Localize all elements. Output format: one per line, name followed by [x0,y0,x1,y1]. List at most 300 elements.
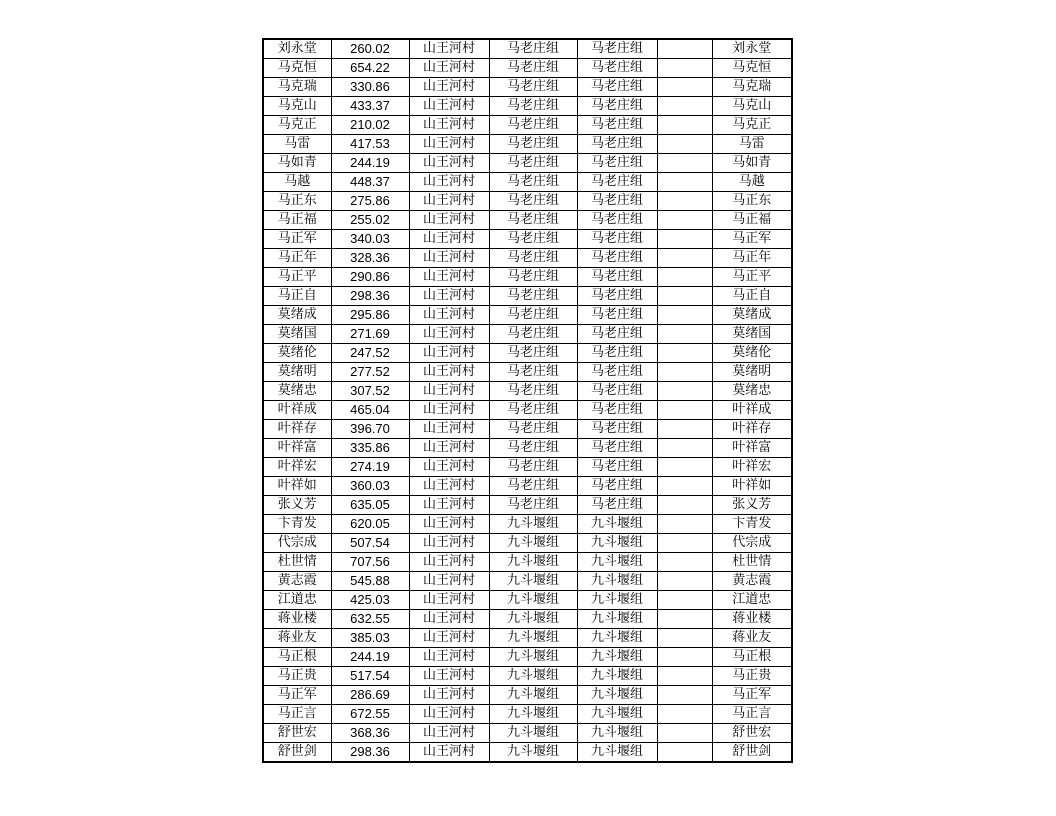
note-cell [657,363,712,382]
name-cell: 舒世宏 [263,724,331,743]
group-cell: 马老庄组 [489,78,577,97]
note-cell [657,610,712,629]
group-cell: 马老庄组 [489,97,577,116]
group-cell-2: 九斗堰组 [577,610,657,629]
name-cell: 马克瑞 [263,78,331,97]
group-cell-2: 马老庄组 [577,344,657,363]
group-cell-2: 九斗堰组 [577,553,657,572]
name-cell: 马如青 [263,154,331,173]
group-cell: 九斗堰组 [489,724,577,743]
group-cell: 马老庄组 [489,249,577,268]
table-row [263,211,792,230]
name-cell: 马正军 [263,230,331,249]
name-cell: 莫绪国 [263,325,331,344]
note-cell [657,667,712,686]
table-row [263,610,792,629]
group-cell-2: 马老庄组 [577,306,657,325]
table-row [263,78,792,97]
name-cell: 莫绪伦 [263,344,331,363]
note-cell [657,515,712,534]
group-cell-2: 马老庄组 [577,420,657,439]
village-cell: 山王河村 [409,553,489,572]
table-row [263,97,792,116]
group-cell-2: 九斗堰组 [577,629,657,648]
village-cell: 山王河村 [409,572,489,591]
table-row [263,591,792,610]
group-cell: 马老庄组 [489,401,577,420]
note-cell [657,268,712,287]
village-cell: 山王河村 [409,686,489,705]
area-cell: 330.86 [331,78,409,97]
village-cell: 山王河村 [409,705,489,724]
group-cell: 马老庄组 [489,154,577,173]
village-cell: 山王河村 [409,629,489,648]
name-cell: 叶祥如 [263,477,331,496]
note-cell [657,78,712,97]
village-cell: 山王河村 [409,211,489,230]
group-cell-2: 马老庄组 [577,363,657,382]
group-cell-2: 马老庄组 [577,477,657,496]
name-cell: 黄志霞 [263,572,331,591]
owner-cell: 马正福 [712,211,792,230]
note-cell [657,401,712,420]
owner-cell: 马克正 [712,116,792,135]
village-cell: 山王河村 [409,135,489,154]
table-row [263,686,792,705]
area-cell: 417.53 [331,135,409,154]
village-cell: 山王河村 [409,458,489,477]
group-cell: 九斗堰组 [489,629,577,648]
group-cell: 马老庄组 [489,39,577,59]
group-cell-2: 马老庄组 [577,496,657,515]
note-cell [657,192,712,211]
group-cell: 九斗堰组 [489,705,577,724]
owner-cell: 张义芳 [712,496,792,515]
note-cell [657,743,712,763]
owner-cell: 马正平 [712,268,792,287]
group-cell-2: 马老庄组 [577,192,657,211]
note-cell [657,154,712,173]
table-row [263,249,792,268]
table-row [263,230,792,249]
area-cell: 672.55 [331,705,409,724]
group-cell: 九斗堰组 [489,534,577,553]
area-cell: 368.36 [331,724,409,743]
note-cell [657,686,712,705]
group-cell-2: 九斗堰组 [577,591,657,610]
area-cell: 545.88 [331,572,409,591]
group-cell: 马老庄组 [489,477,577,496]
note-cell [657,173,712,192]
area-cell: 425.03 [331,591,409,610]
name-cell: 马正根 [263,648,331,667]
area-cell: 247.52 [331,344,409,363]
table-row [263,629,792,648]
group-cell: 马老庄组 [489,496,577,515]
group-cell-2: 九斗堰组 [577,648,657,667]
group-cell: 马老庄组 [489,382,577,401]
table-row [263,363,792,382]
group-cell: 马老庄组 [489,363,577,382]
note-cell [657,97,712,116]
group-cell: 马老庄组 [489,192,577,211]
group-cell: 马老庄组 [489,439,577,458]
owner-cell: 代宗成 [712,534,792,553]
group-cell-2: 九斗堰组 [577,534,657,553]
note-cell [657,211,712,230]
table-row [263,420,792,439]
table-body [263,39,792,762]
group-cell-2: 马老庄组 [577,439,657,458]
note-cell [657,59,712,78]
owner-cell: 马克山 [712,97,792,116]
group-cell-2: 马老庄组 [577,287,657,306]
owner-cell: 马雷 [712,135,792,154]
name-cell: 马正军 [263,686,331,705]
name-cell: 卞青发 [263,515,331,534]
village-cell: 山王河村 [409,648,489,667]
note-cell [657,287,712,306]
group-cell-2: 马老庄组 [577,135,657,154]
owner-cell: 叶祥存 [712,420,792,439]
village-cell: 山王河村 [409,116,489,135]
owner-cell: 莫绪忠 [712,382,792,401]
area-cell: 635.05 [331,496,409,515]
group-cell: 九斗堰组 [489,572,577,591]
name-cell: 代宗成 [263,534,331,553]
note-cell [657,344,712,363]
name-cell: 马越 [263,173,331,192]
area-cell: 517.54 [331,667,409,686]
name-cell: 蒋业楼 [263,610,331,629]
group-cell: 九斗堰组 [489,648,577,667]
group-cell-2: 马老庄组 [577,249,657,268]
group-cell-2: 九斗堰组 [577,667,657,686]
note-cell [657,648,712,667]
table-row [263,154,792,173]
name-cell: 马雷 [263,135,331,154]
village-cell: 山王河村 [409,154,489,173]
owner-cell: 马克恒 [712,59,792,78]
note-cell [657,135,712,154]
table-row [263,59,792,78]
table-row [263,116,792,135]
name-cell: 刘永堂 [263,39,331,59]
table-row [263,344,792,363]
village-cell: 山王河村 [409,268,489,287]
area-cell: 277.52 [331,363,409,382]
area-cell: 271.69 [331,325,409,344]
village-cell: 山王河村 [409,59,489,78]
note-cell [657,629,712,648]
village-cell: 山王河村 [409,230,489,249]
name-cell: 马正福 [263,211,331,230]
group-cell: 马老庄组 [489,230,577,249]
area-cell: 465.04 [331,401,409,420]
name-cell: 江道忠 [263,591,331,610]
group-cell: 马老庄组 [489,420,577,439]
group-cell: 马老庄组 [489,287,577,306]
note-cell [657,477,712,496]
group-cell: 马老庄组 [489,268,577,287]
village-cell: 山王河村 [409,743,489,763]
owner-cell: 舒世剑 [712,743,792,763]
area-cell: 328.36 [331,249,409,268]
village-cell: 山王河村 [409,477,489,496]
village-cell: 山王河村 [409,610,489,629]
name-cell: 马克正 [263,116,331,135]
village-cell: 山王河村 [409,306,489,325]
group-cell-2: 九斗堰组 [577,743,657,763]
table-row [263,667,792,686]
group-cell-2: 马老庄组 [577,97,657,116]
name-cell: 马正贵 [263,667,331,686]
village-cell: 山王河村 [409,363,489,382]
table-row [263,534,792,553]
group-cell-2: 马老庄组 [577,382,657,401]
group-cell: 九斗堰组 [489,610,577,629]
table-row [263,39,792,59]
note-cell [657,458,712,477]
owner-cell: 刘永堂 [712,39,792,59]
area-cell: 654.22 [331,59,409,78]
name-cell: 马正平 [263,268,331,287]
table-row [263,401,792,420]
village-cell: 山王河村 [409,496,489,515]
area-cell: 360.03 [331,477,409,496]
area-cell: 295.86 [331,306,409,325]
owner-cell: 莫绪成 [712,306,792,325]
area-cell: 620.05 [331,515,409,534]
note-cell [657,382,712,401]
group-cell-2: 马老庄组 [577,116,657,135]
name-cell: 莫绪成 [263,306,331,325]
group-cell-2: 马老庄组 [577,211,657,230]
name-cell: 张义芳 [263,496,331,515]
group-cell: 九斗堰组 [489,515,577,534]
area-cell: 385.03 [331,629,409,648]
table-row [263,572,792,591]
table-row [263,458,792,477]
owner-cell: 卞青发 [712,515,792,534]
group-cell: 九斗堰组 [489,667,577,686]
name-cell: 叶祥存 [263,420,331,439]
table-row [263,553,792,572]
owner-cell: 马克瑞 [712,78,792,97]
group-cell-2: 马老庄组 [577,154,657,173]
note-cell [657,724,712,743]
name-cell: 马克恒 [263,59,331,78]
owner-cell: 马如青 [712,154,792,173]
village-cell: 山王河村 [409,173,489,192]
village-cell: 山王河村 [409,39,489,59]
owner-cell: 黄志霞 [712,572,792,591]
owner-cell: 蒋业友 [712,629,792,648]
note-cell [657,420,712,439]
owner-cell: 马越 [712,173,792,192]
group-cell-2: 马老庄组 [577,173,657,192]
table-row [263,268,792,287]
group-cell-2: 马老庄组 [577,268,657,287]
data-table [262,38,793,763]
note-cell [657,230,712,249]
group-cell-2: 马老庄组 [577,59,657,78]
area-cell: 632.55 [331,610,409,629]
owner-cell: 叶祥如 [712,477,792,496]
note-cell [657,553,712,572]
group-cell-2: 马老庄组 [577,230,657,249]
note-cell [657,325,712,344]
name-cell: 马正东 [263,192,331,211]
area-cell: 707.56 [331,553,409,572]
area-cell: 396.70 [331,420,409,439]
area-cell: 275.86 [331,192,409,211]
name-cell: 叶祥富 [263,439,331,458]
village-cell: 山王河村 [409,420,489,439]
table-row [263,382,792,401]
owner-cell: 蒋业楼 [712,610,792,629]
note-cell [657,116,712,135]
village-cell: 山王河村 [409,325,489,344]
village-cell: 山王河村 [409,192,489,211]
group-cell: 马老庄组 [489,211,577,230]
area-cell: 290.86 [331,268,409,287]
owner-cell: 马正东 [712,192,792,211]
group-cell-2: 马老庄组 [577,401,657,420]
table-row [263,648,792,667]
group-cell-2: 九斗堰组 [577,572,657,591]
area-cell: 298.36 [331,287,409,306]
note-cell [657,249,712,268]
area-cell: 244.19 [331,648,409,667]
group-cell-2: 马老庄组 [577,325,657,344]
table-row [263,306,792,325]
area-cell: 335.86 [331,439,409,458]
table-row [263,192,792,211]
group-cell-2: 九斗堰组 [577,705,657,724]
group-cell: 九斗堰组 [489,743,577,763]
village-cell: 山王河村 [409,287,489,306]
group-cell: 马老庄组 [489,135,577,154]
note-cell [657,439,712,458]
name-cell: 莫绪明 [263,363,331,382]
village-cell: 山王河村 [409,439,489,458]
note-cell [657,591,712,610]
group-cell: 马老庄组 [489,306,577,325]
village-cell: 山王河村 [409,344,489,363]
owner-cell: 莫绪国 [712,325,792,344]
area-cell: 210.02 [331,116,409,135]
area-cell: 433.37 [331,97,409,116]
village-cell: 山王河村 [409,667,489,686]
village-cell: 山王河村 [409,97,489,116]
group-cell-2: 九斗堰组 [577,686,657,705]
table-row [263,705,792,724]
village-cell: 山王河村 [409,534,489,553]
group-cell: 九斗堰组 [489,591,577,610]
name-cell: 蒋业友 [263,629,331,648]
name-cell: 马克山 [263,97,331,116]
note-cell [657,496,712,515]
area-cell: 260.02 [331,39,409,59]
group-cell-2: 马老庄组 [577,78,657,97]
owner-cell: 舒世宏 [712,724,792,743]
owner-cell: 马正根 [712,648,792,667]
table-row [263,439,792,458]
group-cell: 马老庄组 [489,325,577,344]
group-cell: 马老庄组 [489,59,577,78]
note-cell [657,534,712,553]
table-row [263,287,792,306]
group-cell: 马老庄组 [489,344,577,363]
name-cell: 马正年 [263,249,331,268]
area-cell: 298.36 [331,743,409,763]
area-cell: 274.19 [331,458,409,477]
owner-cell: 莫绪明 [712,363,792,382]
table-row [263,496,792,515]
village-cell: 山王河村 [409,382,489,401]
table-row [263,515,792,534]
village-cell: 山王河村 [409,591,489,610]
area-cell: 244.19 [331,154,409,173]
owner-cell: 叶祥宏 [712,458,792,477]
owner-cell: 马正贵 [712,667,792,686]
owner-cell: 叶祥富 [712,439,792,458]
village-cell: 山王河村 [409,724,489,743]
village-cell: 山王河村 [409,401,489,420]
table-row [263,173,792,192]
village-cell: 山王河村 [409,515,489,534]
name-cell: 叶祥宏 [263,458,331,477]
group-cell-2: 马老庄组 [577,458,657,477]
note-cell [657,306,712,325]
group-cell: 马老庄组 [489,173,577,192]
table-row [263,724,792,743]
name-cell: 马正自 [263,287,331,306]
group-cell-2: 马老庄组 [577,39,657,59]
area-cell: 286.69 [331,686,409,705]
note-cell [657,572,712,591]
table-row [263,325,792,344]
area-cell: 307.52 [331,382,409,401]
note-cell [657,39,712,59]
owner-cell: 马正军 [712,686,792,705]
village-cell: 山王河村 [409,78,489,97]
name-cell: 杜世情 [263,553,331,572]
name-cell: 叶祥成 [263,401,331,420]
owner-cell: 马正言 [712,705,792,724]
owner-cell: 莫绪伦 [712,344,792,363]
table-row [263,743,792,763]
area-cell: 255.02 [331,211,409,230]
area-cell: 507.54 [331,534,409,553]
owner-cell: 叶祥成 [712,401,792,420]
area-cell: 448.37 [331,173,409,192]
group-cell: 九斗堰组 [489,686,577,705]
group-cell: 马老庄组 [489,116,577,135]
table-row [263,135,792,154]
owner-cell: 马正自 [712,287,792,306]
group-cell-2: 九斗堰组 [577,515,657,534]
owner-cell: 马正军 [712,230,792,249]
table-row [263,477,792,496]
group-cell: 马老庄组 [489,458,577,477]
owner-cell: 马正年 [712,249,792,268]
name-cell: 莫绪忠 [263,382,331,401]
name-cell: 马正言 [263,705,331,724]
note-cell [657,705,712,724]
area-cell: 340.03 [331,230,409,249]
